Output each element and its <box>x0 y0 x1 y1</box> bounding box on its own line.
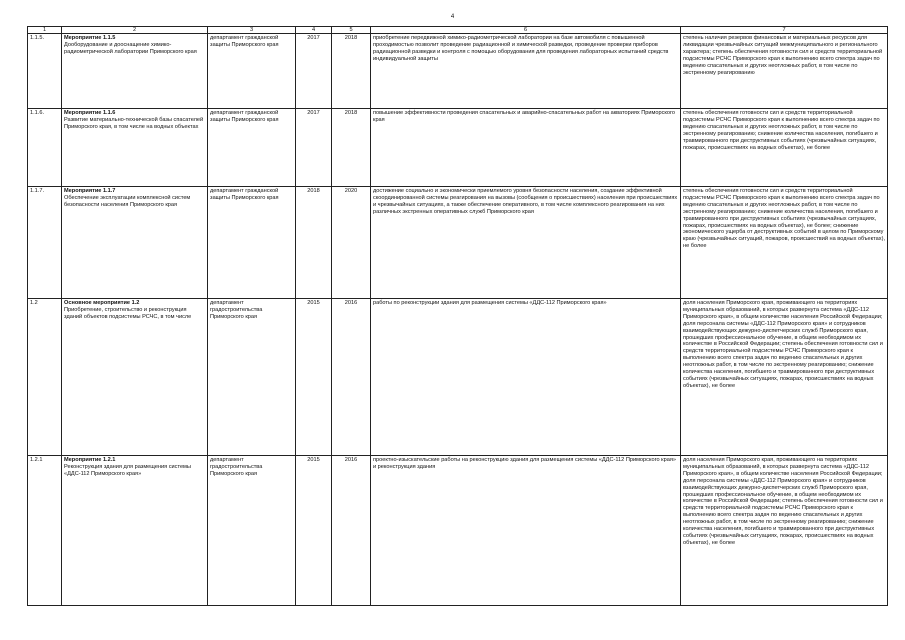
measure-title: Мероприятие 1.1.6 <box>64 110 116 116</box>
end-year: 2018 <box>332 109 371 187</box>
measure-title: Мероприятие 1.1.5 <box>64 35 116 41</box>
page-number: 4 <box>450 14 455 20</box>
result-cell: повышение эффективности проведения спасательных и аварийно-спасательных работ на акваториях Приморского края <box>371 109 681 187</box>
table-row <box>28 456 888 606</box>
indicator-cell: степень обеспечения готовности сил и средств территориальной подсистемы РСЧС Приморского края к выполнению всего спектра задач по ведению спасательных и других неотложных работ, в том числе по экстренному реагированию; снижение количества населения, погибшего и травмированного при деструктивных событиях (чрезвычайных ситуациях, пожарах, происшествиях на водных объектах), не более <box>681 109 888 187</box>
row-number: 1.1.6. <box>28 109 62 187</box>
column-header-row <box>28 27 888 34</box>
executor-cell: департамент градостроительства Приморского края <box>208 456 296 606</box>
column-header: 3 <box>208 27 296 34</box>
measure-cell <box>62 109 208 187</box>
measure-description: Приобретение, строительство и реконструкция зданий объектов подсистемы РСЧС, в том числе <box>64 306 192 320</box>
executor-cell: департамент гражданской защиты Приморского края <box>208 187 296 299</box>
measure-title: Мероприятие 1.1.7 <box>64 188 116 194</box>
row-number: 1.1.7. <box>28 187 62 299</box>
column-header: 1 <box>28 27 62 34</box>
start-year: 2015 <box>296 299 332 456</box>
measure-title: Основное мероприятие 1.2 <box>64 300 140 306</box>
column-header: 4 <box>296 27 332 34</box>
table-row <box>28 187 888 299</box>
executor-cell: департамент гражданской защиты Приморского края <box>208 34 296 109</box>
measure-description: Реконструкция здания для размещения системы «ДДС-112 Приморского края» <box>64 463 191 477</box>
table-row <box>28 109 888 187</box>
measure-description: Обеспечение эксплуатации комплексной систем безопасности населения Приморского края <box>64 194 191 208</box>
indicator-cell: степень наличия резервов финансовых и материальных ресурсов для ликвидации чрезвычайных ситуаций межмуниципального и регионального характера; степень обеспечения готовности сил и средств территориальной подсистемы РСЧС Приморского края к выполнению всего спектра задач по ведению спасательных и других неотложных работ, в том числе по экстренному реагированию <box>681 34 888 109</box>
indicator-cell: доля населения Приморского края, проживающего на территориях муниципальных образований, в которых развернута система «ДДС-112 Приморского края», в общем количестве населения Российской Федерации; доля персонала системы «ДДС-112 Приморского края» и сотрудников взаимодействующих дежурно-диспетчерских служб Приморского края, прошедших профессиональное обучение, в общем необходимом их количестве в Российской Федерации; степень обеспечения готовности сил и средств территориальной подсистемы РСЧС Приморского края к выполнению всего спектра задач по ведению спасательных и других неотложных работ, в том числе по экстренному реагированию; снижение количества населения, погибшего и травмированного при деструктивных событиях (чрезвычайных ситуациях, пожарах, происшествиях на водных объектах), не более <box>681 299 888 456</box>
column-header: 6 <box>371 27 681 34</box>
column-header: 5 <box>332 27 371 34</box>
start-year: 2017 <box>296 34 332 109</box>
table-row <box>28 34 888 109</box>
measure-description: Дооборудование и дооснащение химико-радиометрической лаборатории Приморского края <box>64 41 197 55</box>
measure-cell <box>62 34 208 109</box>
column-header: 2 <box>62 27 208 34</box>
result-cell: работы по реконструкции здания для размещения системы «ДДС-112 Приморского края» <box>371 299 681 456</box>
measure-title: Мероприятие 1.2.1 <box>64 457 116 463</box>
row-number: 1.2 <box>28 299 62 456</box>
result-cell: приобретение передвижной химико-радиометрической лаборатории на базе автомобиля с повышенной проходимостью позволит проведение радиационной и химической разведки, проведение проверки приборов радиационной разведки и контроля с помощью оборудования для проведения лабораторных испытаний средств индивидуальной защиты <box>371 34 681 109</box>
end-year: 2020 <box>332 187 371 299</box>
table-row <box>28 299 888 456</box>
executor-cell: департамент градостроительства Приморского края <box>208 299 296 456</box>
column-header: 7 <box>681 27 888 34</box>
measure-cell <box>62 187 208 299</box>
end-year: 2016 <box>332 456 371 606</box>
end-year: 2018 <box>332 34 371 109</box>
measures-table <box>27 26 888 606</box>
end-year: 2016 <box>332 299 371 456</box>
measure-cell <box>62 456 208 606</box>
result-cell: достижение социально и экономически приемлемого уровня безопасности населения, создание эффективной скоординированной системы реагирования на вызовы (сообщения о происшествиях) населения при происшествиях и чрезвычайных ситуациях, а также обеспечение оперативного, в том числе комплексного реагирования на них различных экстренных оперативных служб Приморского края <box>371 187 681 299</box>
start-year: 2018 <box>296 187 332 299</box>
result-cell: проектно-изыскательские работы на реконструкцию здания для размещения системы «ДДС-112 Приморского края» и реконструкция здания <box>371 456 681 606</box>
start-year: 2017 <box>296 109 332 187</box>
row-number: 1.1.5. <box>28 34 62 109</box>
start-year: 2015 <box>296 456 332 606</box>
indicator-cell: доля населения Приморского края, проживающего на территориях муниципальных образований, в которых развернута система «ДДС-112 Приморского края», в общем количестве населения Российской Федерации; доля персонала системы «ДДС-112 Приморского края» и сотрудников взаимодействующих дежурно-диспетчерских служб Приморского края, прошедших профессиональное обучение, в общем необходимом их количестве в Российской Федерации; степень обеспечения готовности сил и средств территориальной подсистемы РСЧС Приморского края к выполнению всего спектра задач по ведению спасательных и других неотложных работ, в том числе по экстренному реагированию; снижение количества населения, погибшего и травмированного при деструктивных событиях (чрезвычайных ситуациях, пожарах, происшествиях на водных объектах), не более <box>681 456 888 606</box>
measure-cell <box>62 299 208 456</box>
executor-cell: департамент гражданской защиты Приморского края <box>208 109 296 187</box>
row-number: 1.2.1 <box>28 456 62 606</box>
indicator-cell: степень обеспечения готовности сил и средств территориальной подсистемы РСЧС Приморского края к выполнению всего спектра задач по ведению спасательных и других неотложных работ, в том числе по экстренному реагированию; снижение количества населения, погибшего и травмированного при деструктивных событиях (чрезвычайных ситуациях, пожарах, происшествиях на водных объектах), не более; снижение экономического ущерба от деструктивных событий в целом по Приморскому краю (чрезвычайных ситуаций, пожаров, происшествий на водных объектах), не более <box>681 187 888 299</box>
measure-description: Развитие материально-технической базы спасателей Приморского края, в том числе на водных объектах <box>64 116 204 130</box>
